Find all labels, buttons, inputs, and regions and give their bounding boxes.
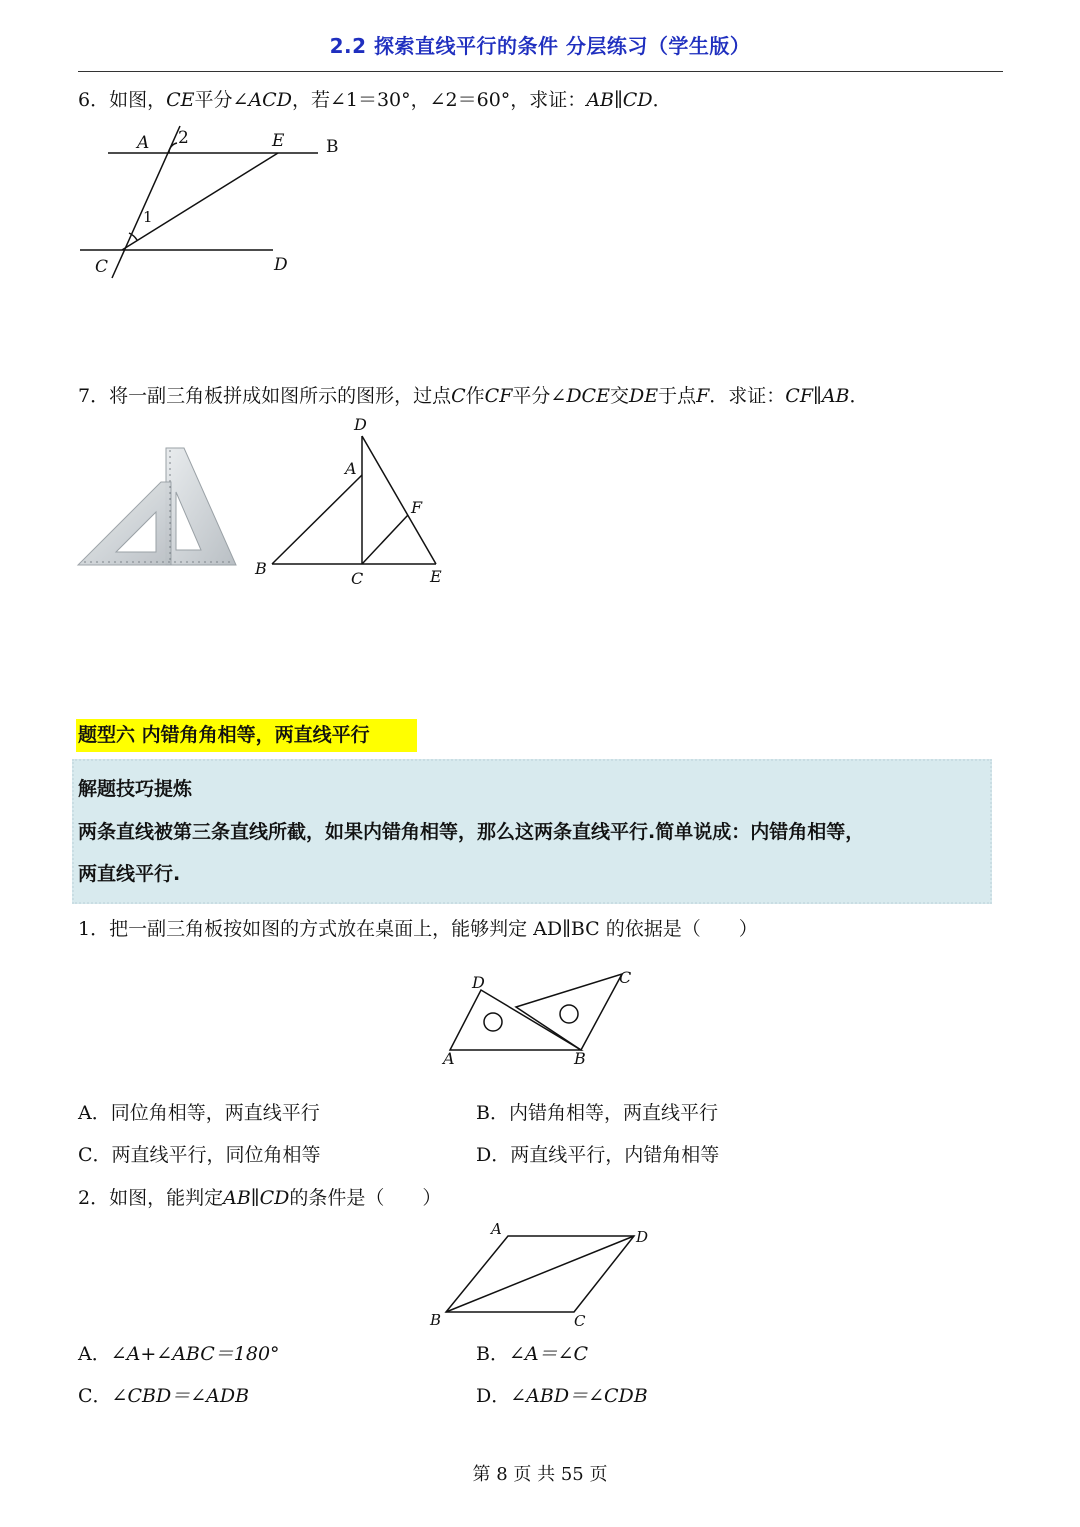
q7-ab: AB <box>821 385 850 407</box>
mc2-option-b-letter: B． <box>476 1343 509 1365</box>
label-c: C <box>574 1312 586 1330</box>
mc2-option-b-text: ∠A＝∠C <box>508 1343 589 1365</box>
tip-line-1: 两条直线被第三条直线所截，如果内错角相等，那么这两条直线平行.简单说成：内错角相等， <box>78 821 865 843</box>
mc2-option-b[interactable] <box>476 1340 588 1368</box>
question-6-text <box>78 86 672 114</box>
mc2-option-c-text: ∠CBD＝∠ADB <box>111 1385 250 1407</box>
mc2-option-d[interactable] <box>476 1382 648 1410</box>
q7-mid1: 作 <box>465 385 485 407</box>
label-angle-2: 2 <box>178 128 189 148</box>
mc2-stem-prefix: 2．如图，能判定 <box>78 1187 224 1209</box>
page-header-title: 2.2 探索直线平行的条件 分层练习（学生版） <box>329 34 751 58</box>
mc2-option-c[interactable] <box>78 1382 249 1410</box>
q6-acd: ACD <box>248 89 292 111</box>
label-d: D <box>274 255 288 275</box>
label-a: A <box>137 133 150 153</box>
q6-ce: CE <box>166 89 195 111</box>
q7-end: ． <box>849 385 869 407</box>
q7-mid3: 交 <box>609 385 629 407</box>
q6-parallel: ∥ <box>614 89 623 111</box>
triangle-hole-right <box>560 1005 578 1023</box>
question-6-figure <box>70 118 370 293</box>
label-a: A <box>443 1049 455 1068</box>
q7-c: C <box>451 385 466 407</box>
q6-cd: CD <box>622 89 653 111</box>
mc1-figure <box>436 962 646 1072</box>
q7-f: F <box>696 385 710 407</box>
tip-heading: 解题技巧提炼 <box>78 778 193 800</box>
label-f: F <box>411 498 423 517</box>
mc2-parallel: ∥ <box>250 1187 260 1209</box>
mc1-option-b[interactable]: B．内错角相等，两直线平行 <box>476 1102 718 1124</box>
mc2-stem-suffix: 的条件是（ ） <box>289 1187 442 1209</box>
label-c: C <box>95 257 109 277</box>
mc2-option-a-text: ∠A+∠ABC＝180° <box>110 1343 280 1365</box>
label-c: C <box>351 569 364 588</box>
mc2-ab: AB <box>223 1187 251 1209</box>
q6-mid1: 平分∠ <box>194 89 249 111</box>
label-d: D <box>636 1228 649 1246</box>
q6-end: ． <box>652 89 672 111</box>
question-7-figure <box>250 412 450 592</box>
line-ce <box>122 153 278 250</box>
tip-line-2: 两直线平行. <box>78 863 181 885</box>
label-d: D <box>354 415 367 434</box>
line-de <box>362 436 436 564</box>
label-e: E <box>430 567 442 586</box>
q7-mid4: 于点 <box>658 385 697 407</box>
question-7-text <box>78 382 869 410</box>
line-cf <box>362 515 408 564</box>
label-a: A <box>345 459 357 478</box>
q6-mid2: ，若∠1＝30°，∠2＝60°，求证： <box>291 89 587 111</box>
mc2-figure <box>426 1218 666 1333</box>
q7-parallel: ∥ <box>813 385 822 407</box>
label-e: E <box>272 131 285 151</box>
mc2-option-d-letter: D． <box>476 1385 511 1407</box>
q7-cf2: CF <box>785 385 814 407</box>
section-title: 题型六 内错角角相等，两直线平行 <box>76 719 417 752</box>
mc1-stem: 1．把一副三角板按如图的方式放在桌面上，能够判定 AD∥BC 的依据是（ ） <box>78 918 758 940</box>
label-b: B <box>255 559 267 578</box>
diagonal-bd <box>446 1236 634 1312</box>
set-squares-photo <box>76 440 241 575</box>
mc2-stem <box>78 1184 441 1212</box>
triangle-bdc-right <box>516 974 622 1050</box>
q7-de: DE <box>628 385 659 407</box>
q7-dce: DCE <box>566 385 610 407</box>
angle-2-arc <box>169 143 177 153</box>
mc2-cd: CD <box>259 1187 290 1209</box>
label-angle-1: 1 <box>143 208 153 226</box>
q7-prefix: 7．将一副三角板拼成如图所示的图形，过点 <box>78 385 452 407</box>
label-c: C <box>619 968 632 987</box>
mc1-option-a[interactable]: A．同位角相等，两直线平行 <box>78 1102 320 1124</box>
q7-mid2: 平分∠ <box>512 385 567 407</box>
mc2-option-c-letter: C． <box>78 1385 112 1407</box>
mc2-option-a[interactable] <box>78 1340 280 1368</box>
set-square-30 <box>78 482 171 565</box>
q6-prefix: 6．如图， <box>78 89 167 111</box>
mc1-option-c[interactable]: C．两直线平行，同位角相等 <box>78 1144 321 1166</box>
label-b: B <box>326 137 339 157</box>
triangle-hole-left <box>484 1013 502 1031</box>
label-d: D <box>472 973 485 992</box>
line-ba <box>272 475 362 564</box>
mc2-option-d-text: ∠ABD＝∠CDB <box>510 1385 648 1407</box>
q6-ab: AB <box>586 89 614 111</box>
q7-cf: CF <box>484 385 513 407</box>
mc1-option-d[interactable]: D．两直线平行，内错角相等 <box>476 1144 720 1166</box>
label-b: B <box>430 1311 442 1329</box>
page-footer: 第 8 页 共 55 页 <box>472 1464 608 1485</box>
label-b: B <box>574 1049 586 1068</box>
label-a: A <box>491 1220 502 1238</box>
q7-mid5: ．求证： <box>709 385 786 407</box>
mc2-option-a-letter: A． <box>78 1343 111 1365</box>
header-divider <box>78 71 1003 72</box>
